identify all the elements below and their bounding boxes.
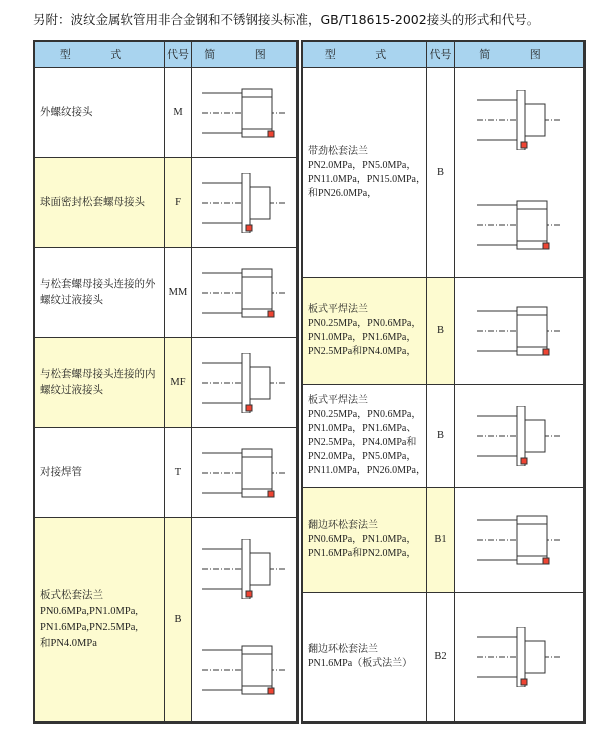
fitting-drawing <box>477 406 561 466</box>
row-diagram <box>455 278 584 385</box>
row-code-text: B <box>436 166 444 178</box>
fitting-drawing <box>477 510 561 570</box>
row-code <box>427 593 455 722</box>
fitting-drawing <box>202 83 286 143</box>
row-code-text: B <box>436 325 444 336</box>
row-type <box>303 593 427 722</box>
row-code-text: B1 <box>434 534 447 545</box>
row-code <box>165 338 192 428</box>
row-type <box>35 158 165 248</box>
fitting-drawing <box>202 539 286 599</box>
header-code <box>165 42 192 68</box>
header-diagram <box>192 42 297 68</box>
row-type-text: 板式平焊法兰 PN0.25MPa，PN0.6MPa， PN1.0MPa，PN1.6MPa、 PN2.5MPa，PN4.0MPa和 PN2.0MPa，PN5.0MPa， PN11.0MPa，PN26.0MPa， <box>308 395 426 476</box>
row-code <box>165 68 192 158</box>
row-diagram <box>192 428 297 518</box>
caption: 另附：波纹金属软管用非合金钢和不锈钢接头标准，GB/T18615-2002接头的形式和代号。 <box>33 12 540 27</box>
row-type-text: 翻边环松套法兰 PN0.6MPa，PN1.0MPa， PN1.6MPa和PN2.0MPa， <box>308 520 417 559</box>
row-code <box>165 158 192 248</box>
fitting-drawing <box>477 90 561 150</box>
row-type-text: 与松套螺母接头连接的内螺纹过液接头 <box>40 368 156 396</box>
row-code <box>427 278 455 385</box>
row-code-text: F <box>175 196 181 208</box>
row-code <box>165 518 192 722</box>
header-type-text: 型 式 <box>59 47 140 61</box>
row-code-text: B <box>436 430 444 441</box>
header-code-text: 代号 <box>167 47 189 61</box>
fitting-drawing <box>202 353 286 413</box>
row-type-text: 带劲松套法兰 PN2.0MPa，PN5.0MPa， PN11.0MPa，PN15.0MPa， 和PN26.0MPa， <box>308 145 426 199</box>
row-type-text: 与松套螺母接头连接的外螺纹过液接头 <box>40 278 156 306</box>
row-type <box>303 385 427 488</box>
row-diagram <box>192 158 297 248</box>
header-diagram <box>455 42 584 68</box>
row-code <box>427 385 455 488</box>
header-type <box>303 42 427 68</box>
fitting-drawing <box>202 173 286 233</box>
row-type-text: 板式平焊法兰 PN0.25MPa，PN0.6MPa， PN1.0MPa，PN1.6MPa， PN2.5MPa和PN4.0MPa， <box>308 304 422 357</box>
header-code-text: 代号 <box>429 47 452 61</box>
fitting-drawing <box>477 195 561 255</box>
row-type <box>35 68 165 158</box>
row-diagram <box>192 68 297 158</box>
row-type-text: 翻边环松套法兰 PN1.6MPa（板式法兰） <box>308 644 413 669</box>
row-type <box>303 278 427 385</box>
row-code <box>165 428 192 518</box>
header-type-text: 型 式 <box>324 47 405 61</box>
row-code-text: B <box>174 613 182 625</box>
row-code-text: MF <box>170 376 186 388</box>
row-type <box>303 488 427 593</box>
fitting-drawing <box>477 301 561 361</box>
row-type-text: 球面密封松套螺母接头 <box>40 196 145 208</box>
header-code <box>427 42 455 68</box>
row-type <box>35 248 165 338</box>
row-code <box>165 248 192 338</box>
fitting-drawing <box>477 627 561 687</box>
row-diagram <box>455 68 584 278</box>
row-diagram <box>455 488 584 593</box>
row-diagram <box>192 248 297 338</box>
row-code-text: T <box>174 466 182 478</box>
row-type <box>35 338 165 428</box>
row-diagram <box>192 518 297 722</box>
row-type <box>303 68 427 278</box>
row-type <box>35 428 165 518</box>
row-diagram <box>455 593 584 722</box>
row-code-text: M <box>173 106 183 118</box>
row-code <box>427 68 455 278</box>
row-code-text: B2 <box>434 651 447 662</box>
fitting-drawing <box>202 263 286 323</box>
header-diagram-text: 简 图 <box>479 47 559 61</box>
header-type <box>35 42 165 68</box>
fitting-drawing <box>202 640 286 700</box>
row-diagram <box>192 338 297 428</box>
row-type-text: 板式松套法兰 PN0.6MPa,PN1.0MPa, PN1.6MPa,PN2.5MPa, 和PN4.0MPa <box>40 589 139 649</box>
row-code <box>427 488 455 593</box>
row-type <box>35 518 165 722</box>
fitting-drawing <box>202 443 286 503</box>
row-type-text: 外螺纹接头 <box>40 106 93 118</box>
row-diagram <box>455 385 584 488</box>
header-diagram-text: 简 图 <box>204 47 284 61</box>
row-type-text: 对接焊管 <box>40 466 82 478</box>
row-code-text: MM <box>168 286 188 298</box>
